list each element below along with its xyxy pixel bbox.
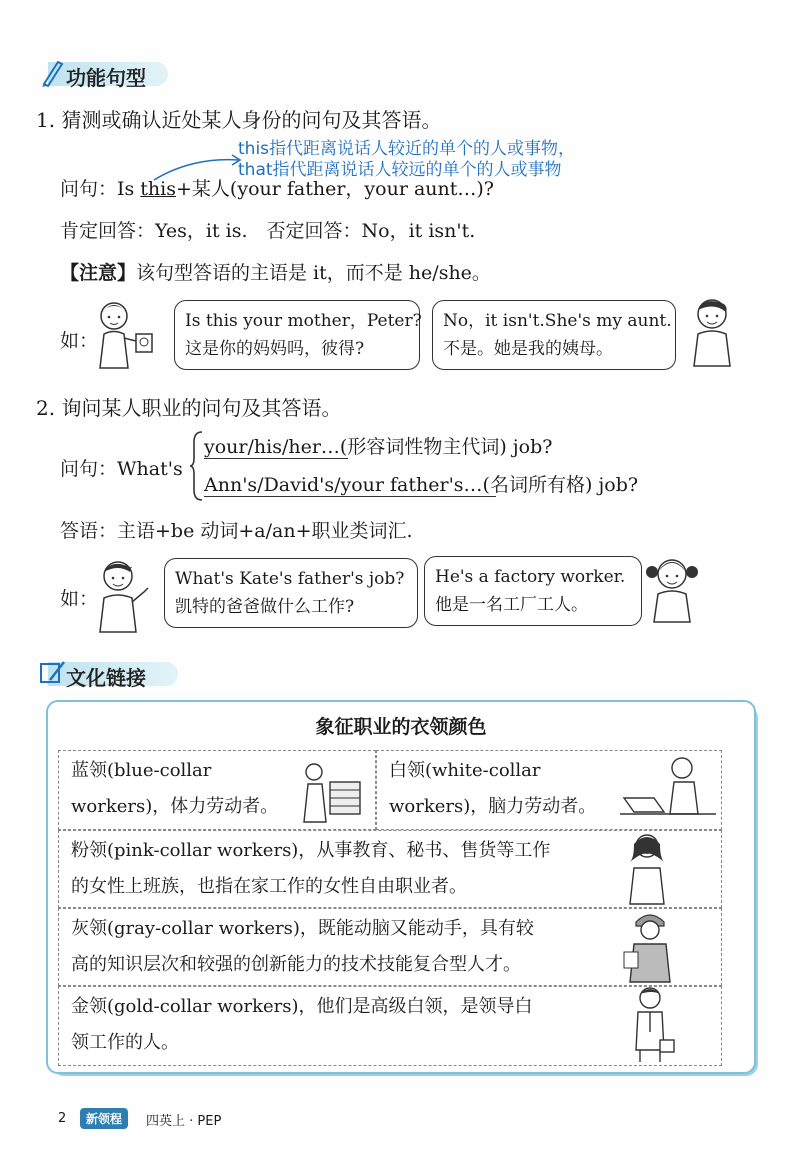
blue-line2: workers)，体力劳动者。 [71,796,279,817]
blue-collar-worker-icon [298,760,368,826]
gold-line2: 领工作的人。 [71,1032,179,1053]
speech-bubble-question-2 [164,558,418,628]
handwritten-note-that: that指代距离说话人较远的单个的人或事物 [238,160,562,180]
bubble-en: What's Kate's father's job? [175,569,405,589]
item2-heading: 2. 询问某人职业的问句及其答语。 [36,396,342,420]
pink-collar-worker-icon [622,830,672,906]
book-pen-icon [38,658,68,690]
example-label-2: 如： [60,588,99,610]
bubble-en: Is this your mother，Peter? [185,311,422,331]
question-this: this [140,178,176,200]
item1-heading: 1. 猜测或确认近处某人身份的问句及其答语。 [36,108,442,132]
tip-tag: 【注意】 [60,262,137,284]
pink-line1: 粉领(pink-collar workers)，从事教育、秘书、售货等工作 [71,840,551,861]
girl-holding-photo-illustration [92,298,162,370]
blank-line-2 [204,496,496,497]
book-title: 四英上 · PEP [146,1114,222,1129]
speech-bubble-answer-1 [432,300,676,370]
item1-question [60,174,494,201]
item2-question-prefix: 问句：What's [60,458,183,480]
bubble-cn: 凯特的爸爸做什么工作? [175,597,355,617]
pen-icon [38,58,66,92]
question-prefix: 问句：Is [60,178,141,200]
speech-bubble-answer-2 [424,556,642,626]
bubble-en: He's a factory worker. [435,567,626,587]
panel-title: 象征职业的衣领颜色 [315,716,487,738]
white-collar-worker-icon [620,754,720,826]
tip-text: 该句型答语的主语是 it，而不是 he/she。 [136,262,491,284]
gray-collar-worker-icon [620,908,680,984]
item2-option-noun-possessive: Ann's/David's/your father's…(名词所有格) job? [204,474,639,496]
blank-line-1 [204,458,348,459]
gray-line2: 高的知识层次和较强的创新能力的技术技能复合型人才。 [71,954,521,975]
gray-line1: 灰领(gray-collar workers)，既能动脑又能动手，具有较 [71,918,534,939]
bubble-cn: 这是你的妈妈吗，彼得? [185,339,365,359]
bubble-cn: 他是一名工厂工人。 [435,595,588,615]
girl-kate-illustration [640,554,704,624]
bubble-cn: 不是。她是我的姨母。 [443,339,613,359]
gold-line1: 金领(gold-collar workers)，他们是高级白领，是领导白 [71,996,533,1017]
item2-answer: 答语：主语+be 动词+a/an+职业类词汇. [60,520,413,542]
white-line2: workers)，脑力劳动者。 [389,796,597,817]
white-line1: 白领(white-collar [389,760,541,781]
collar-color-panel [46,700,756,1074]
brand-logo: 新领程 [80,1108,128,1129]
item1-answer: 肯定回答：Yes，it is. 否定回答：No，it isn't. [60,220,476,242]
cell-gold-collar [58,986,722,1066]
blue-line1: 蓝领(blue-collar [71,760,212,781]
section-title-functions: 功能句型 [66,66,146,90]
boy-asking-illustration [92,556,154,634]
section-title-culture: 文化链接 [66,666,146,690]
item2-option-possessive: your/his/her…(形容词性物主代词) job? [204,436,553,458]
page-number: 2 [58,1111,67,1126]
handwritten-note-this: this指代距离说话人较近的单个的人或事物， [238,139,576,159]
gold-collar-worker-icon [628,984,678,1064]
example-label-1: 如： [60,330,99,352]
bubble-en: No，it isn't.She's my aunt. [443,311,672,331]
boy-peter-illustration [684,294,740,368]
pink-line2: 的女性上班族，也指在家工作的女性自由职业者。 [71,876,467,897]
speech-bubble-question-1 [174,300,420,370]
item1-tip [60,258,491,285]
question-rest: +某人(your father，your aunt…)? [176,178,494,200]
